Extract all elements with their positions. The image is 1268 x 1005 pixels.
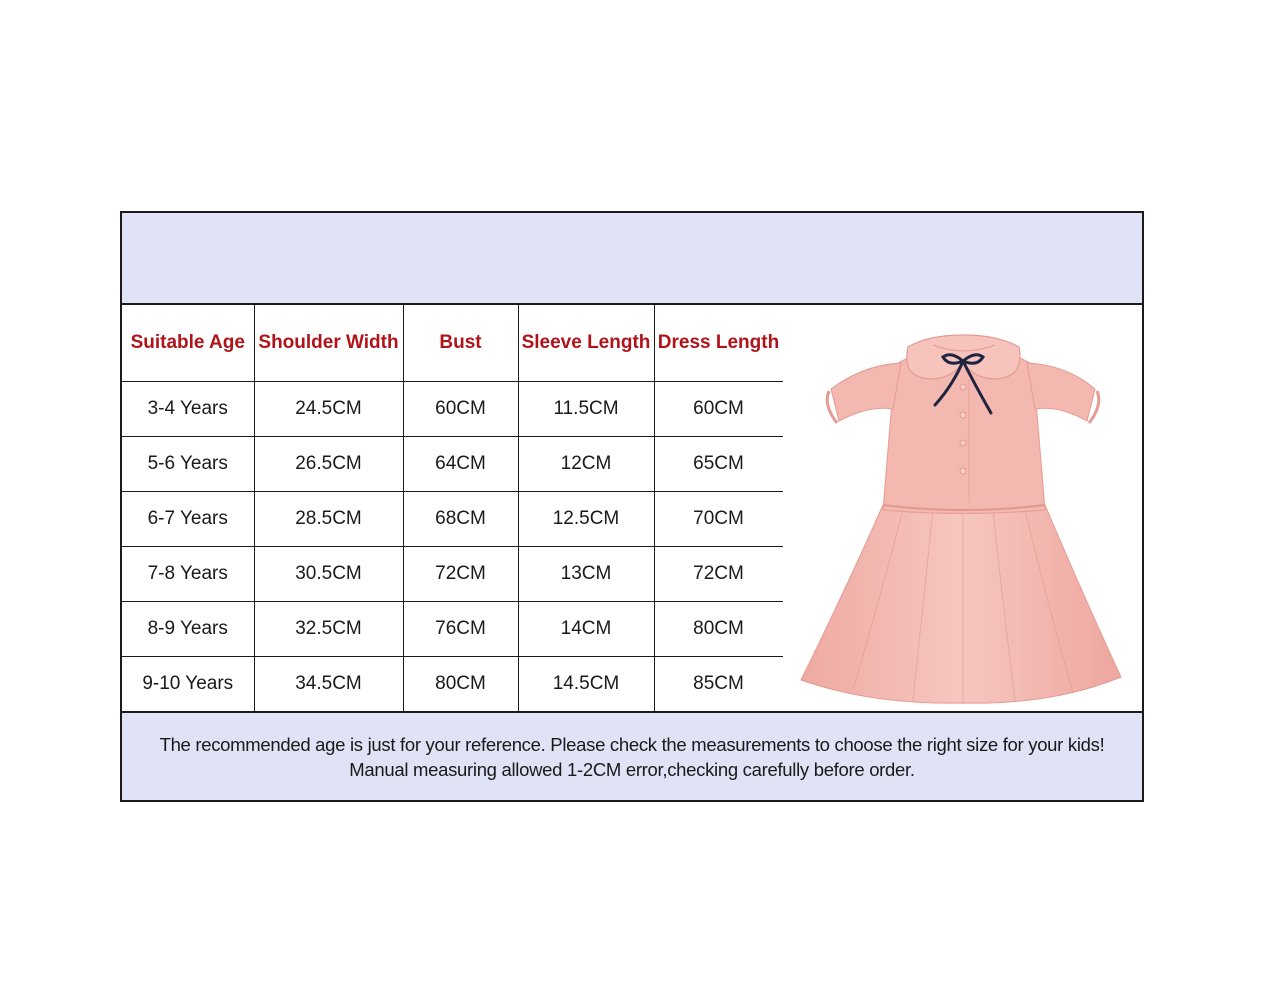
pink-dress-illustration <box>783 305 1142 711</box>
table-row <box>122 602 783 657</box>
table-header-row <box>122 305 783 382</box>
product-image <box>783 305 1142 711</box>
cell-dress-length: 72CM <box>654 547 783 602</box>
cell-sleeve: 14CM <box>518 602 654 657</box>
cell-sleeve: 12.5CM <box>518 492 654 547</box>
cell-shoulder: 30.5CM <box>254 547 403 602</box>
size-table <box>122 305 784 711</box>
cell-dress-length: 60CM <box>654 382 783 437</box>
cell-shoulder: 32.5CM <box>254 602 403 657</box>
table-row <box>122 492 783 547</box>
cell-age: 3-4 Years <box>122 382 254 437</box>
cell-shoulder: 24.5CM <box>254 382 403 437</box>
cell-sleeve: 12CM <box>518 437 654 492</box>
table-row <box>122 382 783 437</box>
cell-dress-length: 80CM <box>654 602 783 657</box>
cell-bust: 80CM <box>403 657 518 712</box>
cell-bust: 68CM <box>403 492 518 547</box>
cell-age: 5-6 Years <box>122 437 254 492</box>
cell-dress-length: 65CM <box>654 437 783 492</box>
cell-shoulder: 28.5CM <box>254 492 403 547</box>
cell-dress-length: 70CM <box>654 492 783 547</box>
cell-age: 6-7 Years <box>122 492 254 547</box>
cell-sleeve: 11.5CM <box>518 382 654 437</box>
dress-bodice <box>883 349 1045 514</box>
cell-shoulder: 26.5CM <box>254 437 403 492</box>
dress-left-sleeve <box>831 363 901 421</box>
size-chart-frame <box>120 211 1144 802</box>
header-sleeve-length: Sleeve Length <box>518 305 654 382</box>
cell-dress-length: 85CM <box>654 657 783 712</box>
cell-sleeve: 13CM <box>518 547 654 602</box>
cell-bust: 72CM <box>403 547 518 602</box>
table-row <box>122 657 783 712</box>
table-row <box>122 547 783 602</box>
cell-bust: 60CM <box>403 382 518 437</box>
dress-skirt <box>801 505 1121 703</box>
table-row <box>122 437 783 492</box>
header-suitable-age: Suitable Age <box>122 305 254 382</box>
cell-age: 7-8 Years <box>122 547 254 602</box>
measurement-note <box>122 711 1142 800</box>
cell-sleeve: 14.5CM <box>518 657 654 712</box>
note-line-1: The recommended age is just for your reference. Please check the measurements to choose the right size for your kids! <box>159 733 1105 755</box>
note-line-2: Manual measuring allowed 1-2CM error,checking carefully before order. <box>349 758 915 780</box>
cell-age: 8-9 Years <box>122 602 254 657</box>
header-shoulder-width: Shoulder Width <box>254 305 403 382</box>
cell-age: 9-10 Years <box>122 657 254 712</box>
header-bust: Bust <box>403 305 518 382</box>
header-band <box>122 213 1142 305</box>
header-dress-length: Dress Length <box>654 305 783 382</box>
cell-bust: 64CM <box>403 437 518 492</box>
cell-shoulder: 34.5CM <box>254 657 403 712</box>
cell-bust: 76CM <box>403 602 518 657</box>
